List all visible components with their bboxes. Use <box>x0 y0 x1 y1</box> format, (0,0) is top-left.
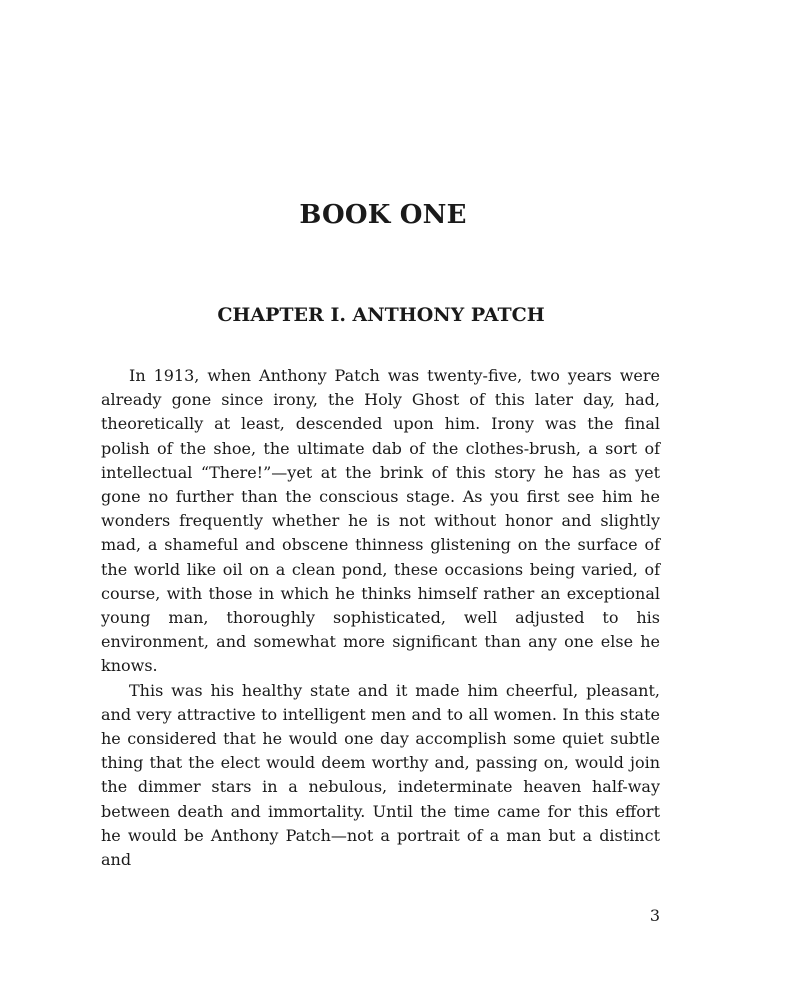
chapter-title: CHAPTER I. ANTHONY PATCH <box>217 304 545 326</box>
paragraph-2: This was his healthy state and it made him cheerful, pleasant, and very attractive to intelligent men and to all women. In this state he considered that he would one day accomplish some quiet subtle thing that the elect would deem worthy and, passing on, would join the dimmer stars in a nebulous, indeterminate heaven half-way between death and immortality. Until the time came for this effort he would be Anthony Patch—not a portrait of a man but a distinct and <box>101 680 660 870</box>
page-number: 3 <box>649 906 660 925</box>
book-title: BOOK ONE <box>299 200 467 230</box>
chapter-body <box>101 364 660 872</box>
paragraph-1: In 1913, when Anthony Patch was twenty-five, two years were already gone since irony, the Holy Ghost of this later day, had, theoretically at least, descended upon him. Irony was the final polish of the shoe, the ultimate dab of the clothes-brush, a sort of intellectual “There!”—yet at the brink of this story he has as yet gone no further than the conscious stage. As you first see him he wonders frequently whether he is not without honor and slightly mad, a shameful and obscene thinness glistening on the surface of the world like oil on a clean pond, these occasions being varied, of course, with those in which he thinks himself rather an exceptional young man, thoroughly sophisticated, well adjusted to his environment, and somewhat more significant than any one else he knows. <box>101 366 660 676</box>
